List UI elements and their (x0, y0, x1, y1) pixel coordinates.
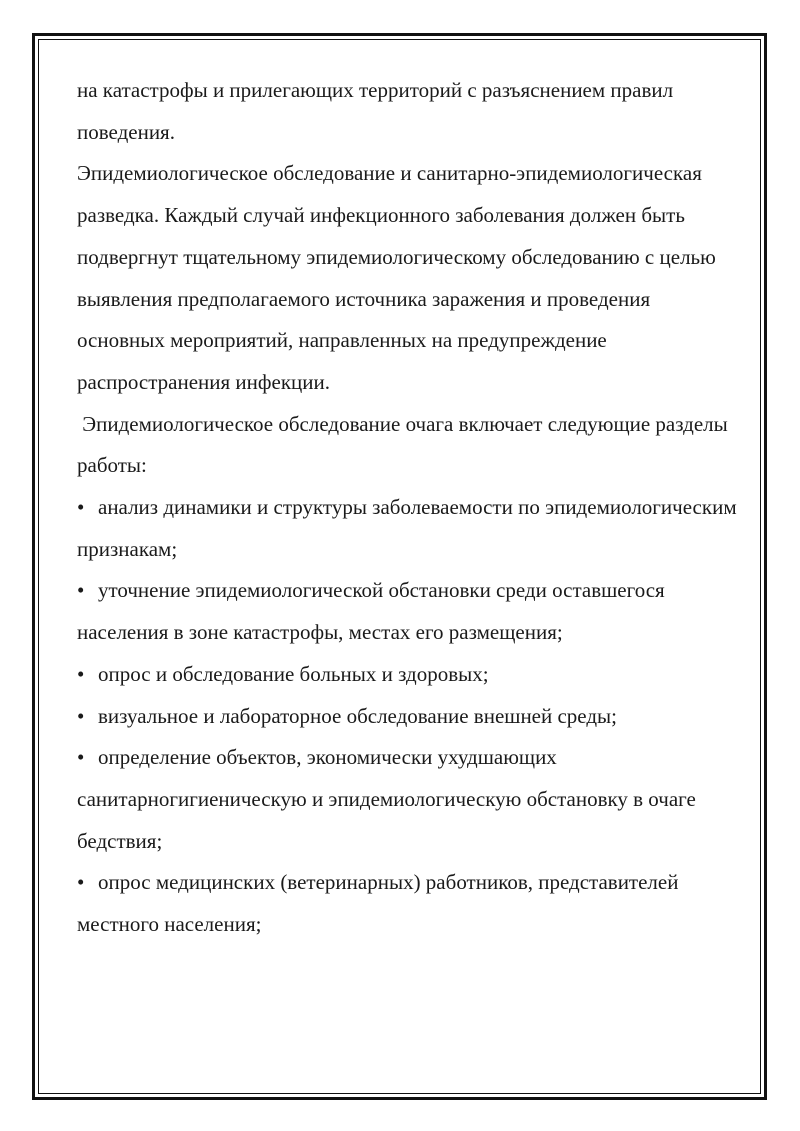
paragraph-epidemiological-survey: Эпидемиологическое обследование и санитарно-эпидемиологическая разведка. Каждый случай инфекционного заболевания должен быть подвергнут тщательному эпидемиологическому обследованию с целью выявления предполагаемого источника заражения и проведения основных мероприятий, направленных на предупреждение распространения инфекции. (77, 161, 716, 394)
list-item-text: опрос и обследование больных и здоровых; (98, 661, 489, 686)
bullet-icon: • (77, 495, 85, 520)
document-body (77, 70, 737, 946)
bullet-icon: • (77, 745, 85, 770)
list-item-text: визуальное и лабораторное обследование внешней среды; (98, 703, 617, 728)
list-item (77, 737, 737, 862)
list-item (77, 570, 737, 653)
bullet-icon: • (77, 578, 85, 603)
list-item (77, 654, 737, 696)
list-item (77, 487, 737, 570)
list-item-text: опрос медицинских (ветеринарных) работников, представителей местного населения; (77, 870, 679, 937)
paragraph-survey-sections: Эпидемиологическое обследование очага включает следующие разделы работы: (77, 411, 734, 478)
list-item-text: определение объектов, экономически ухудшающих санитарногигиеническую и эпидемиологическую обстановку в очаге бедствия; (77, 745, 696, 853)
list-item-text: уточнение эпидемиологической обстановки среди оставшегося населения в зоне катастрофы, местах его размещения; (77, 578, 665, 645)
list-item (77, 862, 737, 945)
paragraph-intro: на катастрофы и прилегающих территорий с разъяснением правил поведения. (77, 78, 674, 144)
bullet-icon: • (77, 870, 85, 895)
list-item (77, 696, 737, 738)
list-item-text: анализ динамики и структуры заболеваемости по эпидемиологическим признакам; (77, 495, 737, 561)
bullet-icon: • (77, 703, 85, 728)
bullet-icon: • (77, 661, 85, 686)
